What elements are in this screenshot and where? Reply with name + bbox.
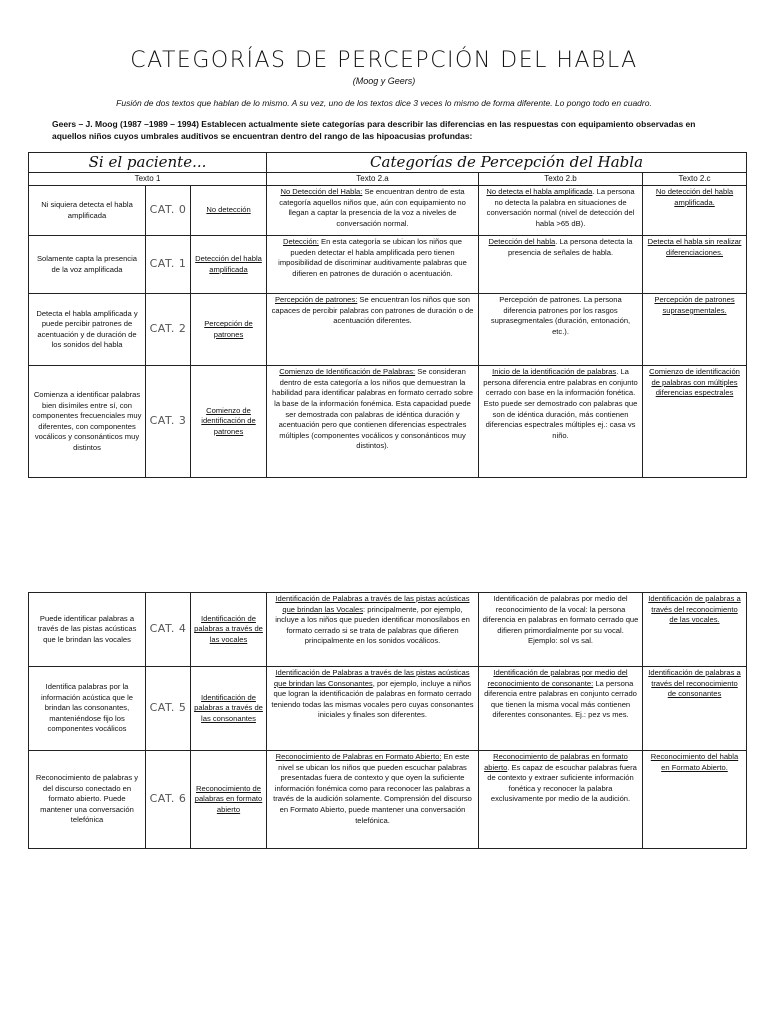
patient-description: Reconocimiento de palabras y del discurso conectado en formato abierto. Puede mantener una conversación telefónica	[29, 751, 146, 849]
texto-2a-cell	[267, 236, 479, 294]
texto-2b-body: . La persona no detecta la palabra en situaciones de conversación normal (nivel de detección del habla >65 dB).	[486, 187, 635, 228]
texto-2b-body: . La persona detecta la presencia de señales de habla.	[507, 237, 633, 257]
texto-2a-cell	[267, 186, 479, 236]
texto-2b-cell	[479, 236, 643, 294]
category-code: CAT. 3	[146, 366, 191, 478]
texto-2b-lead: Detección del habla	[488, 237, 556, 247]
table-body-1	[29, 186, 747, 478]
texto-2b-cell	[479, 667, 643, 751]
texto-2b-lead: No detecta el habla amplificada	[486, 187, 593, 197]
geers-paragraph: Geers – J. Moog (1987 –1989 – 1994) Establecen actualmente siete categorías para describir las diferencias en las respuestas con equipamiento observadas en aquellos niños cuyos umbrales auditivos se encuentran dentro del rango de las hipoacusias profundas:	[52, 119, 696, 141]
texto-2a-cell	[267, 751, 479, 849]
texto-2b-body: Identificación de palabras por medio del reconocimiento de la vocal: la persona diferencia en palabras en formato cerrado que difieren primordialmente por su vocal. Ejemplo: sol vs sal.	[482, 594, 639, 646]
table-row	[29, 593, 747, 667]
texto-2b-lead: Identificación de palabras por medio del reconocimiento de consonante:	[487, 668, 628, 688]
texto-2b-cell	[479, 593, 643, 667]
table-row	[29, 294, 747, 366]
texto-2a-body: En esta categoría se ubican los niños que pueden detectar el habla amplificada pero tienen imposibilidad de discriminar auditivamente palabras que difieren en patrones de duración o acentuación.	[278, 237, 467, 278]
patient-description: Identifica palabras por la información acústica que le brindan las consonantes, manteniéndose fijo los componentes vocálicos	[29, 667, 146, 751]
texto-2b-lead: Inicio de la identificación de palabras	[492, 367, 617, 377]
texto-2a-cell	[267, 366, 479, 478]
table-row	[29, 751, 747, 849]
table-row	[29, 366, 747, 478]
texto-2a-lead: Comienzo de Identificación de Palabras:	[279, 367, 416, 377]
category-code: CAT. 5	[146, 667, 191, 751]
texto-2a-body: En este nivel se ubican los niños que pueden escuchar palabras presentadas fuera de contexto y que oyen la suficiente información fonémica como para reconocer las palabras a través de la audición solamente. Comprensión del discurso en Formato Abierto, puede mantener una conversación telefónica.	[273, 752, 472, 825]
category-level: Comienzo de identificación de patrones	[191, 366, 267, 478]
table-row	[29, 186, 747, 236]
header-categories: Categorías de Percepción del Habla	[267, 153, 747, 173]
texto-2a-lead: Identificación de Palabras a través de las pistas acústicas que brindan las Vocales	[275, 594, 470, 614]
categories-table-part-1	[28, 152, 747, 478]
category-level: Percepción de patrones	[191, 294, 267, 366]
col-texto-2c: Texto 2.c	[643, 172, 747, 186]
category-code: CAT. 1	[146, 236, 191, 294]
texto-2c-cell	[643, 294, 747, 366]
category-code: CAT. 2	[146, 294, 191, 366]
texto-2c-cell	[643, 186, 747, 236]
texto-2c-cell	[643, 751, 747, 849]
texto-2c-cell	[643, 236, 747, 294]
category-code: CAT. 6	[146, 751, 191, 849]
category-level: Detección del habla amplificada	[191, 236, 267, 294]
table-row	[29, 236, 747, 294]
texto-2b-body: La persona diferencia entre palabras en conjunto cerrado que tienen la misma vocal más contienen diferentes consonantes. Ej.: pez vs mes.	[484, 678, 637, 720]
col-texto-2b: Texto 2.b	[479, 172, 643, 186]
category-level: No detección	[191, 186, 267, 236]
category-level: Reconocimiento de palabras en formato abierto	[191, 751, 267, 849]
texto-2a-body: Se consideran dentro de esta categoría a los niños que demuestran la habilidad para identificar palabras en formato cerrado sobre la base de la información fonémica. Esta capacidad puede ser demostrada con palabras de idéntica duración y acentuación pero que contienen diferencias espectrales múltiples (componentes vocálicos y consonánticos muy distintos).	[272, 367, 473, 451]
texto-2c-text: Identificación de palabras a través del reconocimiento de consonantes	[648, 668, 741, 699]
header-patient: Si el paciente...	[29, 153, 267, 173]
texto-2a-lead: Detección:	[283, 237, 319, 247]
texto-2b-body: . Es capaz de escuchar palabras fuera de contexto y extraer suficiente información fonética y reconocer la palabra exclusivamente por medio de la audición.	[487, 762, 637, 804]
texto-2a-body: : principalmente, por ejemplo, incluye a los niños que pueden identificar monosílabos en formato cerrado si se trata de palabras que difieren principalmente en los sonidos vocálicos.	[275, 604, 470, 646]
table-row	[29, 667, 747, 751]
texto-2b-cell	[479, 751, 643, 849]
texto-2a-lead: Percepción de patrones:	[274, 295, 358, 305]
texto-2b-body: Percepción de patrones. La persona diferencia patrones por los rasgos suprasegmentales (duración, entonación, etc.).	[490, 295, 631, 336]
texto-2a-cell	[267, 593, 479, 667]
patient-description: Comienza a identificar palabras bien disímiles entre sí, con componentes frecuenciales muy diferentes, con componentes vocálicos y consonánticos muy distintos	[29, 366, 146, 478]
page-subtitle: (Moog y Geers)	[352, 76, 416, 86]
col-texto-1: Texto 1	[29, 172, 267, 186]
col-texto-2a: Texto 2.a	[267, 172, 479, 186]
texto-2a-lead: Identificación de Palabras a través de las pistas acústicas que brindan las Consonantes	[273, 668, 470, 688]
texto-2b-body: . La persona diferencia entre palabras en conjunto cerrado con base en la información fonética. Esto puede ser demostrado con palabras que son de idéntica duración, más contienen diferencias espectrales múltiples ej.: casa vs niño.	[483, 367, 638, 440]
intro-note: Fusión de dos textos que hablan de lo mismo. A su vez, uno de los textos dice 3 veces lo mismo de forma diferente. Lo pongo todo en cuadro.	[116, 98, 652, 108]
patient-description: Puede identificar palabras a través de las pistas acústicas que le brindan las vocales	[29, 593, 146, 667]
texto-2c-text: No detección del habla amplificada.	[655, 187, 734, 207]
category-code: CAT. 0	[146, 186, 191, 236]
texto-2c-text: Reconocimiento del habla en Formato Abierto.	[650, 752, 739, 772]
texto-2a-lead: No Detección del Habla:	[280, 187, 363, 197]
texto-2a-body: , por ejemplo, incluye a niños que logran la identificación de palabras en formato cerrado teniendo todas las mismas vocales pero cuyas consonantes iniciales y finales son diferentes.	[271, 678, 474, 720]
texto-2c-text: Percepción de patrones suprasegmentales.	[654, 295, 735, 315]
texto-2a-cell	[267, 294, 479, 366]
texto-2c-text: Identificación de palabras a través del reconocimiento de las vocales.	[648, 594, 741, 625]
texto-2a-body: Se encuentran dentro de esta categoría aquellos niños que, aún con equipamiento no llegan a captar la presencia de la voz a niveles de conversación normal.	[279, 187, 466, 228]
category-level: Identificación de palabras a través de las vocales	[191, 593, 267, 667]
texto-2b-cell	[479, 294, 643, 366]
texto-2c-cell	[643, 366, 747, 478]
category-level: Identificación de palabras a través de las consonantes	[191, 667, 267, 751]
texto-2c-cell	[643, 593, 747, 667]
table-body-2	[29, 593, 747, 849]
texto-2c-cell	[643, 667, 747, 751]
texto-2b-cell	[479, 186, 643, 236]
texto-2a-cell	[267, 667, 479, 751]
texto-2b-cell	[479, 366, 643, 478]
texto-2c-text: Comienzo de identificación de palabras con múltiples diferencias espectrales	[649, 367, 740, 398]
patient-description: Detecta el habla amplificada y puede percibir patrones de acentuación y de duración de los sonidos del habla	[29, 294, 146, 366]
texto-2a-lead: Reconocimiento de Palabras en Formato Abierto:	[275, 752, 442, 761]
page-title: CATEGORÍAS DE PERCEPCIÓN DEL HABLA	[130, 48, 638, 73]
texto-2a-body: Se encuentran los niños que son capaces de percibir palabras con patrones de duración o de acentuación diferentes.	[271, 295, 474, 326]
texto-2c-text: Detecta el habla sin realizar diferenciaciones.	[647, 237, 742, 257]
patient-description: Ni siquiera detecta el habla amplificada	[29, 186, 146, 236]
categories-table-part-2	[28, 592, 747, 849]
patient-description: Solamente capta la presencia de la voz amplificada	[29, 236, 146, 294]
texto-2b-lead: Reconocimiento de palabras en formato abierto	[484, 752, 628, 772]
category-code: CAT. 4	[146, 593, 191, 667]
